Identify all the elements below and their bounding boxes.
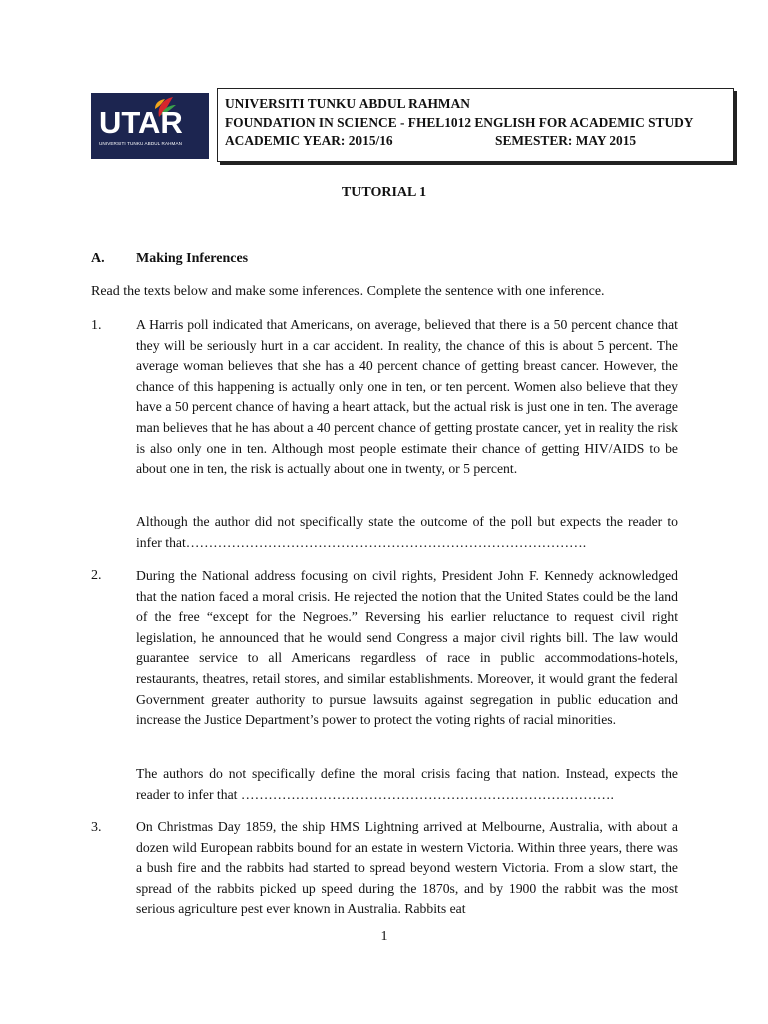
academic-year: ACADEMIC YEAR: 2015/16 — [225, 133, 393, 148]
item-1-prompt: Although the author did not specifically state the outcome of the poll but expects the reader to infer that……………………………………………………………………………. — [136, 514, 678, 550]
item-2-prompt: The authors do not specifically define the moral crisis facing that nation. Instead, expects the reader to infer that ………………………………………………………………………. — [136, 766, 678, 802]
section-title: Making Inferences — [136, 251, 249, 266]
logo-subtitle: UNIVERSITI TUNKU ABDUL RAHMAN — [99, 141, 183, 146]
page-number: 1 — [380, 929, 388, 944]
course-title: FOUNDATION IN SCIENCE - FHEL1012 ENGLISH FOR ACADEMIC STUDY — [225, 115, 694, 130]
logo-wordmark: UTAR — [99, 105, 183, 140]
page-title: TUTORIAL 1 — [341, 185, 427, 200]
item-number-2: 2. — [91, 568, 102, 583]
item-number-3: 3. — [91, 820, 102, 835]
utar-logo — [91, 93, 209, 159]
item-3-text: On Christmas Day 1859, the ship HMS Lightning arrived at Melbourne, Australia, with about a dozen wild European rabbits bound for an estate in western Victoria. Within three years, there was a bush fire and the rabbits had started to spread beyond western Victoria. From a slow start, the spread of the rabbits picked up speed during the 1870s, and by 1900 the rabbit was the most serious agriculture pest ever known in Australia. Rabbits eat — [136, 819, 678, 917]
university-name: UNIVERSITI TUNKU ABDUL RAHMAN — [225, 96, 470, 111]
section-instruction: Read the texts below and make some inferences. Complete the sentence with one inference. — [91, 284, 605, 299]
header-box — [217, 88, 734, 162]
section-letter: A. — [91, 251, 105, 266]
semester: SEMESTER: MAY 2015 — [495, 133, 637, 148]
item-2-text: During the National address focusing on civil rights, President John F. Kennedy acknowledged that the nation faced a moral crisis. He rejected the notion that the United States could be the land of the free “except for the Negroes.” Reversing his earlier reluctance to request civil right legislation, he announced that he would send Congress a major civil rights bill. The law would guarantee service to all Americans regardless of race in public accommodations-hotels, restaurants, theatres, retail stores, and similar establishments. Moreover, it would grant the federal Government greater authority to pursue lawsuits against segregation in public education and increase the Justice Department’s power to protect the voting rights of racial minorities. — [136, 568, 678, 728]
item-number-1: 1. — [91, 318, 102, 333]
item-1-text: A Harris poll indicated that Americans, on average, believed that there is a 50 percent chance that they will be seriously hurt in a car accident. In reality, the chance of this is about 5 percent. The average woman believes that she has a 40 percent chance of getting breast cancer. However, the chance of this happening is actually only one in ten, or ten percent. Women also believe that they have a 50 percent chance of having a heart attack, but the actual risk is just one in ten. The average man believes that he has about a 40 percent chance of getting prostate cancer, yet in reality the risk is also only one in ten. Although most people estimate their chance of getting HIV/AIDS to be about one in ten, the risk is actually about one in twenty, or 5 percent. — [136, 317, 678, 477]
